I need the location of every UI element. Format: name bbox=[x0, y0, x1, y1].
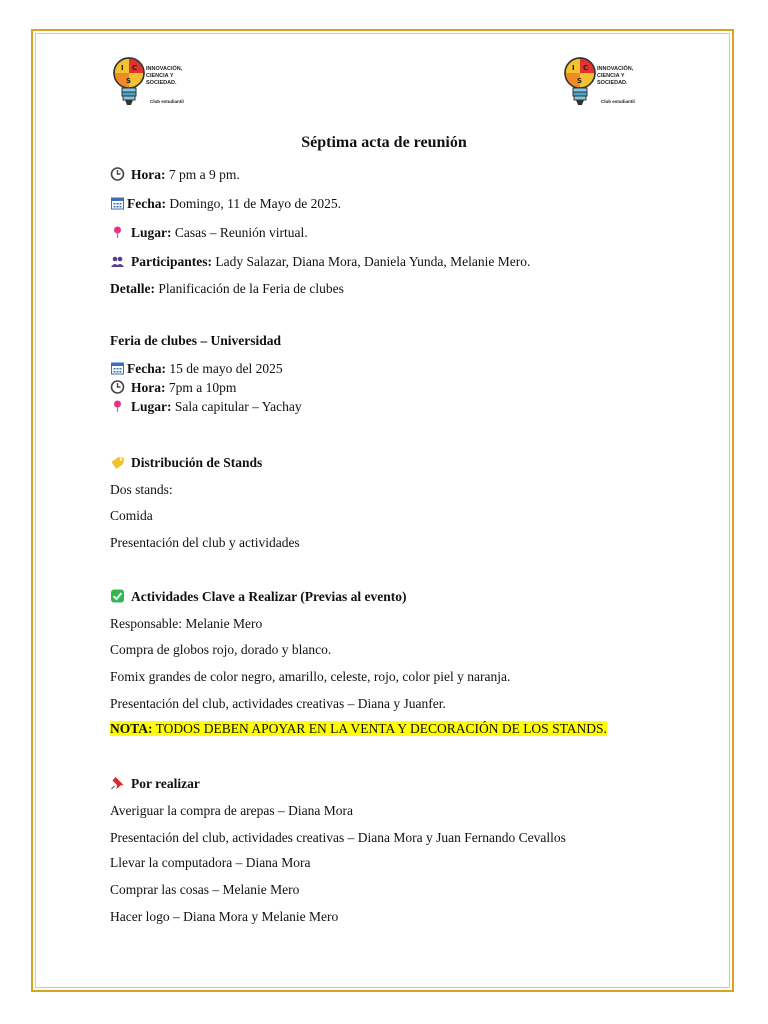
clock-icon bbox=[110, 380, 125, 394]
calendar-icon bbox=[110, 196, 125, 210]
stands-heading: Distribución de Stands bbox=[110, 455, 262, 471]
por-realizar-item: Llevar la computadora – Diana Mora bbox=[110, 855, 311, 870]
logo-text: INNOVACIÓN, CIENCIA Y SOCIEDAD. bbox=[597, 66, 634, 86]
feria-lugar: Lugar: Sala capitular – Yachay bbox=[110, 399, 302, 415]
actividades-item: Fomix grandes de color negro, amarillo, celeste, rojo, color piel y naranja. bbox=[110, 669, 511, 684]
lightbulb-puzzle-logo-icon bbox=[563, 56, 597, 112]
svg-text:I: I bbox=[572, 64, 575, 72]
calendar-icon bbox=[110, 361, 125, 375]
svg-text:S: S bbox=[126, 77, 132, 85]
meeting-hora: Hora: 7 pm a 9 pm. bbox=[110, 167, 240, 183]
meeting-detalle: Detalle: Planificación de la Feria de clubes bbox=[110, 281, 344, 296]
svg-text:S: S bbox=[577, 77, 583, 85]
stands-item: Presentación del club y actividades bbox=[110, 535, 300, 550]
people-icon bbox=[110, 254, 125, 268]
pushpin-icon bbox=[110, 225, 125, 239]
actividades-heading: Actividades Clave a Realizar (Previas al evento) bbox=[110, 589, 406, 605]
actividades-item: Compra de globos rojo, dorado y blanco. bbox=[110, 642, 332, 657]
por-realizar-item: Comprar las cosas – Melanie Mero bbox=[110, 882, 300, 897]
meeting-fecha: Fecha: Domingo, 11 de Mayo de 2025. bbox=[110, 196, 341, 212]
stands-item: Comida bbox=[110, 508, 153, 523]
label-tag-icon bbox=[110, 455, 125, 469]
por-realizar-heading: Por realizar bbox=[110, 776, 200, 792]
document-title: Séptima acta de reunión bbox=[301, 134, 467, 151]
red-pin-icon bbox=[110, 776, 125, 790]
meeting-participantes: Participantes: Lady Salazar, Diana Mora, Daniela Yunda, Melanie Mero. bbox=[110, 254, 530, 270]
check-box-icon bbox=[110, 589, 125, 603]
stands-item: Dos stands: bbox=[110, 482, 173, 497]
pushpin-icon bbox=[110, 399, 125, 413]
logo-subtitle: Club estudiantil bbox=[601, 99, 635, 104]
por-realizar-item: Averiguar la compra de arepas – Diana Mora bbox=[110, 803, 354, 818]
feria-fecha: Fecha: 15 de mayo del 2025 bbox=[110, 361, 283, 377]
svg-text:I: I bbox=[121, 64, 124, 72]
feria-hora: Hora: 7pm a 10pm bbox=[110, 380, 236, 396]
nota-highlight: NOTA: TODOS DEBEN APOYAR EN LA VENTA Y DECORACIÓN DE LOS STANDS. bbox=[110, 721, 607, 736]
logo-text: INNOVACIÓN, CIENCIA Y SOCIEDAD. bbox=[146, 66, 183, 86]
club-logo-right bbox=[563, 56, 647, 112]
meeting-lugar: Lugar: Casas – Reunión virtual. bbox=[110, 225, 308, 241]
lightbulb-puzzle-logo-icon bbox=[112, 56, 146, 112]
clock-icon bbox=[110, 167, 125, 181]
svg-text:C: C bbox=[583, 64, 589, 72]
por-realizar-item: Presentación del club, actividades creativas – Diana Mora y Juan Fernando Cevallos bbox=[110, 830, 566, 845]
actividades-item: Responsable: Melanie Mero bbox=[110, 616, 263, 631]
por-realizar-item: Hacer logo – Diana Mora y Melanie Mero bbox=[110, 909, 339, 924]
actividades-item: Presentación del club, actividades creativas – Diana y Juanfer. bbox=[110, 696, 446, 711]
feria-heading: Feria de clubes – Universidad bbox=[110, 333, 281, 348]
svg-text:C: C bbox=[132, 64, 138, 72]
club-logo-left bbox=[112, 56, 196, 112]
logo-subtitle: Club estudiantil bbox=[150, 99, 184, 104]
